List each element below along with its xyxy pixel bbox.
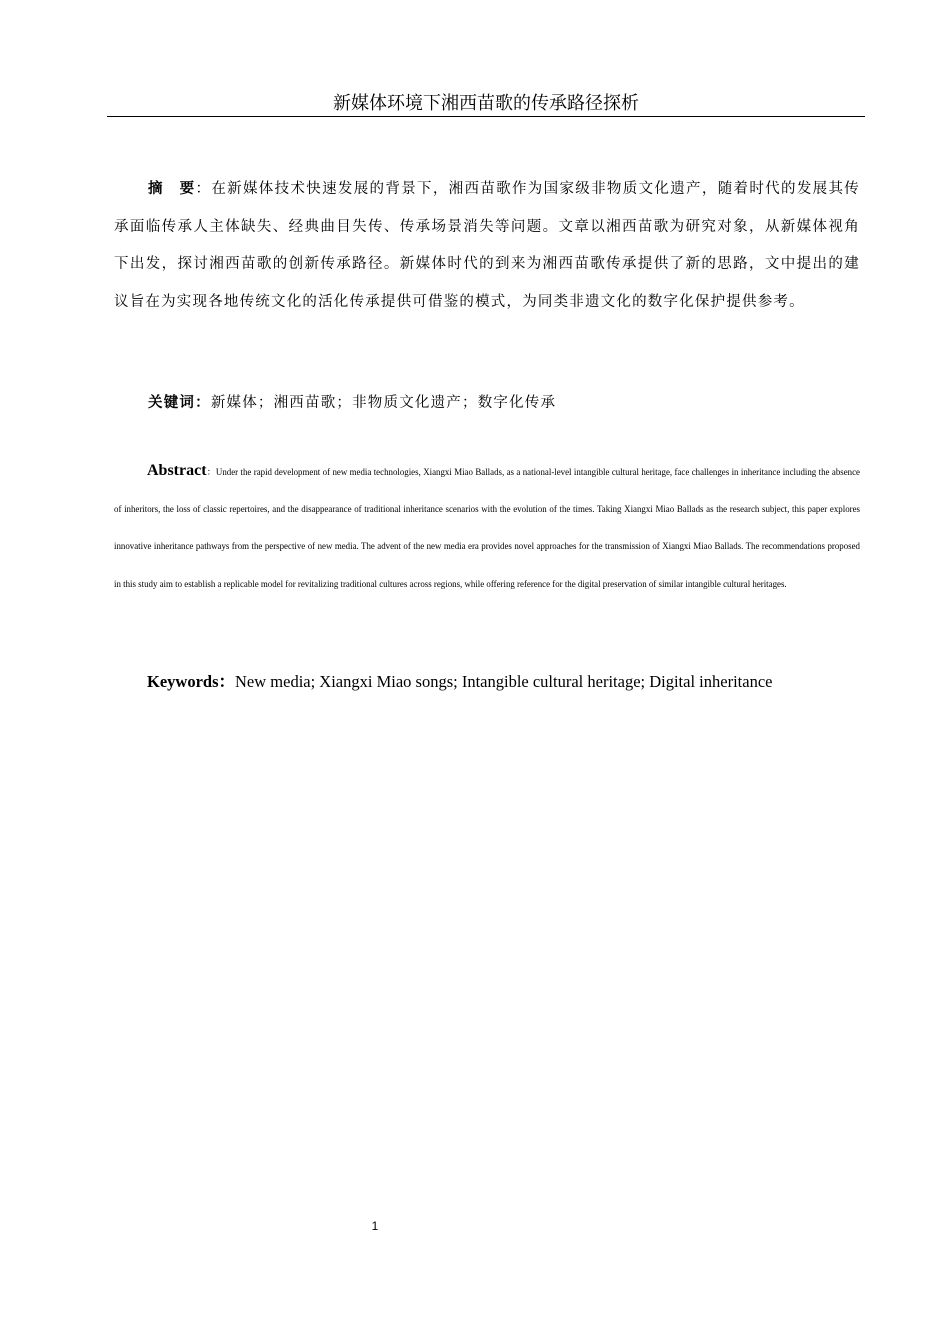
running-title: 新媒体环境下湘西苗歌的传承路径探析: [333, 93, 639, 114]
keywords-english-label: Keywords：: [147, 672, 235, 691]
keywords-chinese-text: 新媒体；湘西苗歌；非物质文化遗产；数字化传承: [210, 395, 557, 411]
keywords-chinese-label: 关键词：: [148, 394, 211, 411]
abstract-english-label: Abstract: [147, 462, 207, 479]
abstract-chinese: [114, 170, 860, 321]
abstract-chinese-text: 在新媒体技术快速发展的背景下，湘西苗歌作为国家级非物质文化遗产，随着时代的发展其传承面临传承人主体缺失、经典曲目失传、传承场景消失等问题。文章以湘西苗歌为研究对象，从新媒体视角下出发，探讨湘西苗歌的创新传承路径。新媒体时代的到来为湘西苗歌传承提供了新的思路，文中提出的建议旨在为实现各地传统文化的活化传承提供可借鉴的模式，为同类非遗文化的数字化保护提供参考。: [114, 181, 860, 310]
abstract-english-colon: ：: [206, 467, 216, 477]
keywords-english-text: New media; Xiangxi Miao songs; Intangible cultural heritage; Digital inheritance: [235, 672, 773, 691]
abstract-english: [114, 452, 860, 603]
keywords-english: [147, 670, 867, 694]
page-number: 1: [371, 1219, 379, 1233]
abstract-english-text: Under the rapid development of new media technologies, Xiangxi Miao Ballads, as a national-level intangible cultural heritage, face challenges in inheritance including the absence of inheritors, the loss of classic repertoires, and the disappearance of traditional inheritance scenarios with the evolution of the times. Taking Xiangxi Miao Ballads as the research subject, this paper explores innovative inheritance pathways from the perspective of new media. The advent of the new media era provides novel approaches for the transmission of Xiangxi Miao Ballads. The recommendations proposed in this study aim to establish a replicable model for revitalizing traditional cultures across regions, while offering reference for the digital preservation of similar intangible cultural heritages.: [114, 467, 860, 589]
abstract-chinese-label: 摘 要: [148, 180, 196, 197]
keywords-chinese: [148, 391, 848, 415]
abstract-chinese-colon: ：: [195, 181, 212, 197]
header-rule: [107, 116, 865, 117]
